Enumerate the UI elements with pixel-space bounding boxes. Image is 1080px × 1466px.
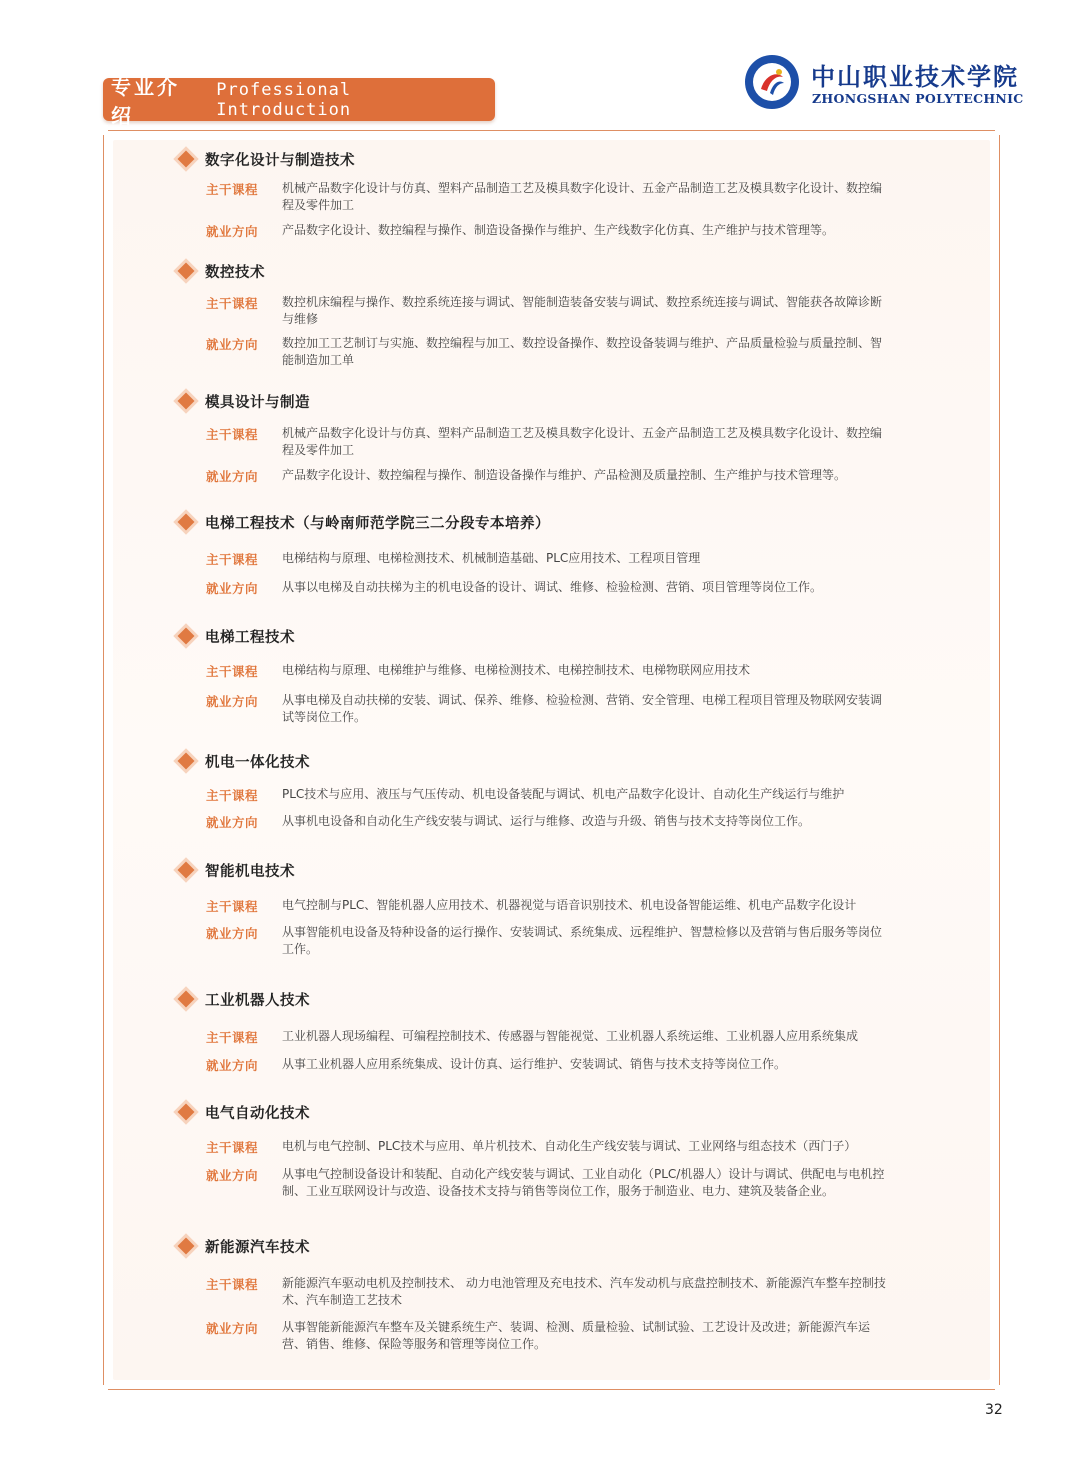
careers-row bbox=[175, 222, 895, 240]
major-section bbox=[175, 511, 895, 596]
courses-text: 电气控制与PLC、智能机器人应用技术、机器视觉与语音识别技术、机电设备智能运维、机电产品数字化设计 bbox=[282, 898, 857, 912]
major-title: 数控技术 bbox=[205, 264, 265, 281]
careers-text: 从事机电设备和自动化生产线安装与调试、运行与维修、改造与升级、销售与技术支持等岗位工作。 bbox=[282, 814, 811, 828]
major-section bbox=[175, 750, 895, 830]
major-title: 电气自动化技术 bbox=[205, 1105, 310, 1122]
major-title: 机电一体化技术 bbox=[205, 754, 310, 771]
frame-corner bbox=[995, 1385, 1005, 1395]
courses-text: 机械产品数字化设计与仿真、塑料产品制造工艺及模具数字化设计、五金产品制造工艺及模具数字化设计、数控编程及零件加工 bbox=[282, 181, 883, 212]
school-logo bbox=[743, 53, 1024, 113]
major-section bbox=[175, 1235, 895, 1351]
careers-text: 从事工业机器人应用系统集成、设计仿真、运行维护、安装调试、销售与技术支持等岗位工作。 bbox=[282, 1057, 787, 1071]
diamond-bullet-icon bbox=[178, 263, 195, 280]
careers-label: 就业方向 bbox=[206, 1168, 259, 1183]
diamond-bullet-icon bbox=[178, 628, 195, 645]
courses-text: 工业机器人现场编程、可编程控制技术、传感器与智能视觉、工业机器人系统运维、工业机器人应用系统集成 bbox=[282, 1029, 859, 1043]
careers-text: 从事智能机电设备及特种设备的运行操作、安装调试、系统集成、远程维护、智慧检修以及营销与售后服务等岗位工作。 bbox=[282, 925, 883, 956]
careers-row bbox=[175, 579, 895, 597]
careers-label: 就业方向 bbox=[206, 1058, 259, 1073]
page-number: 32 bbox=[985, 1402, 1003, 1418]
major-title: 电梯工程技术（与岭南师范学院三二分段专本培养） bbox=[205, 515, 550, 532]
careers-row bbox=[175, 692, 895, 726]
careers-label: 就业方向 bbox=[206, 469, 259, 484]
courses-label: 主干课程 bbox=[206, 664, 259, 679]
careers-label: 就业方向 bbox=[206, 224, 259, 239]
careers-row bbox=[175, 467, 895, 485]
courses-row bbox=[175, 662, 895, 680]
courses-label: 主干课程 bbox=[206, 182, 259, 197]
careers-text: 数控加工工艺制订与实施、数控编程与加工、数控设备操作、数控设备装调与维护、产品质量检验与质量控制、智能制造加工单 bbox=[282, 336, 883, 367]
diamond-bullet-icon bbox=[178, 753, 195, 770]
courses-text: PLC技术与应用、液压与气压传动、机电设备装配与调试、机电产品数字化设计、自动化生产线运行与维护 bbox=[282, 787, 845, 801]
courses-row bbox=[175, 1028, 895, 1046]
careers-text: 从事电梯及自动扶梯的安装、调试、保养、维修、检验检测、营销、安全管理、电梯工程项目管理及物联网安装调试等岗位工作。 bbox=[282, 693, 883, 724]
major-title-row bbox=[175, 1235, 895, 1257]
major-title: 工业机器人技术 bbox=[205, 992, 310, 1009]
major-title-row bbox=[175, 1101, 895, 1123]
frame-corner bbox=[98, 125, 108, 135]
diamond-bullet-icon bbox=[178, 151, 195, 168]
careers-text: 产品数字化设计、数控编程与操作、制造设备操作与维护、产品检测及质量控制、生产维护与技术管理等。 bbox=[282, 468, 847, 482]
courses-label: 主干课程 bbox=[206, 1277, 259, 1292]
careers-text: 产品数字化设计、数控编程与操作、制造设备操作与维护、生产线数字化仿真、生产维护与技术管理等。 bbox=[282, 223, 835, 237]
section-header-bar bbox=[103, 74, 495, 128]
courses-text: 机械产品数字化设计与仿真、塑料产品制造工艺及模具数字化设计、五金产品制造工艺及模具数字化设计、数控编程及零件加工 bbox=[282, 426, 883, 457]
courses-label: 主干课程 bbox=[206, 1140, 259, 1155]
courses-text: 新能源汽车驱动电机及控制技术、 动力电池管理及充电技术、汽车发动机与底盘控制技术、新能源汽车整车控制技术、汽车制造工艺技术 bbox=[282, 1276, 886, 1307]
careers-label: 就业方向 bbox=[206, 337, 259, 352]
careers-row bbox=[175, 1166, 895, 1200]
careers-label: 就业方向 bbox=[206, 815, 259, 830]
diamond-bullet-icon bbox=[178, 514, 195, 531]
major-section bbox=[175, 148, 895, 239]
careers-text: 从事智能新能源汽车整车及关键系统生产、装调、检测、质量检验、试制试验、工艺设计及改进；新能源汽车运营、销售、维修、保险等服务和管理等岗位工作。 bbox=[282, 1320, 871, 1351]
diamond-bullet-icon bbox=[178, 862, 195, 879]
careers-label: 就业方向 bbox=[206, 1321, 259, 1336]
school-emblem-icon bbox=[743, 53, 801, 111]
school-name-en: ZHONGSHAN POLYTECHNIC bbox=[812, 91, 1024, 106]
frame-corner bbox=[98, 1385, 108, 1395]
major-title: 模具设计与制造 bbox=[205, 394, 310, 411]
courses-row bbox=[175, 1275, 895, 1309]
courses-label: 主干课程 bbox=[206, 1030, 259, 1045]
careers-row bbox=[175, 335, 895, 369]
major-title-row bbox=[175, 511, 895, 533]
courses-text: 电梯结构与原理、电梯检测技术、机械制造基础、PLC应用技术、工程项目管理 bbox=[282, 551, 701, 565]
courses-row bbox=[175, 786, 895, 804]
courses-text: 数控机床编程与操作、数控系统连接与调试、智能制造装备安装与调试、数控系统连接与调试、智能获各故障诊断与维修 bbox=[282, 295, 883, 326]
courses-row bbox=[175, 294, 895, 328]
courses-row bbox=[175, 180, 895, 214]
major-section bbox=[175, 625, 895, 724]
major-section bbox=[175, 859, 895, 956]
careers-label: 就业方向 bbox=[206, 694, 259, 709]
courses-row bbox=[175, 550, 895, 568]
courses-text: 电梯结构与原理、电梯维护与维修、电梯检测技术、电梯控制技术、电梯物联网应用技术 bbox=[282, 663, 751, 677]
careers-label: 就业方向 bbox=[206, 926, 259, 941]
header-title-en: Professional Introduction bbox=[216, 79, 352, 120]
major-title-row bbox=[175, 750, 895, 772]
major-section bbox=[175, 1101, 895, 1198]
major-title-row bbox=[175, 260, 895, 282]
careers-row bbox=[175, 1319, 895, 1353]
diamond-bullet-icon bbox=[178, 1238, 195, 1255]
major-title-row bbox=[175, 988, 895, 1010]
header-title-cn: 专业介绍 bbox=[111, 74, 180, 128]
courses-label: 主干课程 bbox=[206, 552, 259, 567]
major-section bbox=[175, 390, 895, 484]
major-title: 新能源汽车技术 bbox=[205, 1239, 310, 1256]
courses-row bbox=[175, 425, 895, 459]
courses-label: 主干课程 bbox=[206, 427, 259, 442]
major-section bbox=[175, 260, 895, 367]
major-section bbox=[175, 988, 895, 1073]
major-title-row bbox=[175, 859, 895, 881]
school-name-cn: 中山职业技术学院 bbox=[811, 63, 1019, 91]
major-title: 智能机电技术 bbox=[205, 863, 295, 880]
diamond-bullet-icon bbox=[178, 1104, 195, 1121]
major-title: 数字化设计与制造技术 bbox=[205, 152, 355, 169]
careers-text: 从事以电梯及自动扶梯为主的机电设备的设计、调试、维修、检验检测、营销、项目管理等岗位工作。 bbox=[282, 580, 823, 594]
courses-row bbox=[175, 1138, 895, 1156]
major-title-row bbox=[175, 148, 895, 170]
courses-label: 主干课程 bbox=[206, 296, 259, 311]
diamond-bullet-icon bbox=[178, 393, 195, 410]
frame-corner bbox=[995, 125, 1005, 135]
major-title: 电梯工程技术 bbox=[205, 629, 295, 646]
careers-label: 就业方向 bbox=[206, 581, 259, 596]
major-title-row bbox=[175, 625, 895, 647]
diamond-bullet-icon bbox=[178, 991, 195, 1008]
careers-row bbox=[175, 813, 895, 831]
courses-text: 电机与电气控制、PLC技术与应用、单片机技术、自动化生产线安装与调试、工业网络与组态技术（西门子） bbox=[282, 1139, 857, 1153]
careers-row bbox=[175, 924, 895, 958]
courses-label: 主干课程 bbox=[206, 899, 259, 914]
courses-label: 主干课程 bbox=[206, 788, 259, 803]
major-title-row bbox=[175, 390, 895, 412]
courses-row bbox=[175, 897, 895, 915]
careers-text: 从事电气控制设备设计和装配、自动化产线安装与调试、工业自动化（PLC/机器人）设计与调试、供配电与电机控制、工业互联网设计与改造、设备技术支持与销售等岗位工作，服务于制造业、电力、建筑及装备企业。 bbox=[282, 1167, 885, 1198]
careers-row bbox=[175, 1056, 895, 1074]
